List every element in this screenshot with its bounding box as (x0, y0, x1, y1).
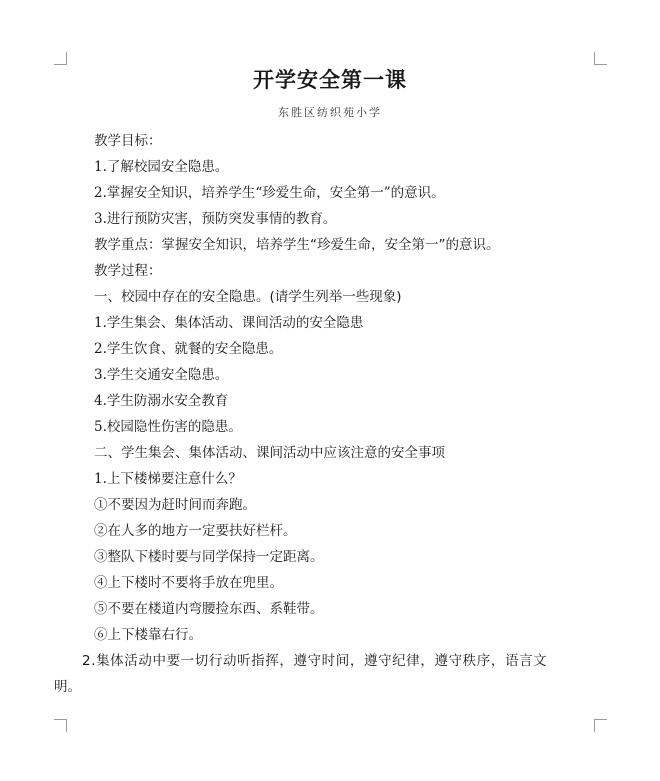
document-title: 开学安全第一课 (253, 67, 407, 92)
list-item: 4.学生防溺水安全教育 (94, 393, 229, 409)
stair-rule-item: ④上下楼时不要将手放在兜里。 (94, 575, 283, 591)
list-item: 5.校园隐性伤害的隐患。 (94, 419, 242, 435)
objective-item: 3.进行预防灾害，预防突发事情的教育。 (94, 211, 337, 227)
list-item: 2.学生饮食、就餐的安全隐患。 (94, 341, 283, 357)
list-item: 1.学生集会、集体活动、课间活动的安全隐患 (94, 315, 364, 331)
document-subtitle: 东胜区纺织苑小学 (278, 106, 382, 119)
stair-rule-item: ⑤不要在楼道内弯腰捡东西、系鞋带。 (94, 601, 324, 617)
list-item: 3.学生交通安全隐患。 (94, 367, 229, 383)
paragraph-line-continued: 明。 (54, 679, 81, 695)
paragraph-line: 2.集体活动中要一切行动听指挥，遵守时间，遵守纪律，遵守秩序，语言文 (82, 653, 548, 669)
list-item: 1.上下楼梯要注意什么？ (94, 471, 242, 487)
objective-item: 1.了解校园安全隐患。 (94, 159, 229, 175)
section-heading-key-points: 教学重点：掌握安全知识，培养学生“珍爱生命，安全第一”的意识。 (94, 237, 500, 253)
section-heading-objectives: 教学目标： (94, 133, 162, 149)
document-body (54, 128, 606, 700)
section-heading-process: 教学过程： (94, 263, 162, 279)
corner-mark-bottom-right (594, 719, 607, 732)
stair-rule-item: ⑥上下楼靠右行。 (94, 627, 202, 643)
corner-mark-bottom-left (54, 719, 67, 732)
part-two-heading: 二、学生集会、集体活动、课间活动中应该注意的安全事项 (94, 445, 445, 461)
part-one-heading: 一、校园中存在的安全隐患。(请学生列举一些现象) (94, 289, 402, 305)
stair-rule-item: ②在人多的地方一定要扶好栏杆。 (94, 523, 297, 539)
stair-rule-item: ①不要因为赶时间而奔跑。 (94, 497, 256, 513)
stair-rule-item: ③整队下楼时要与同学保持一定距离。 (94, 549, 324, 565)
objective-item: 2.掌握安全知识，培养学生“珍爱生命，安全第一”的意识。 (94, 185, 445, 201)
